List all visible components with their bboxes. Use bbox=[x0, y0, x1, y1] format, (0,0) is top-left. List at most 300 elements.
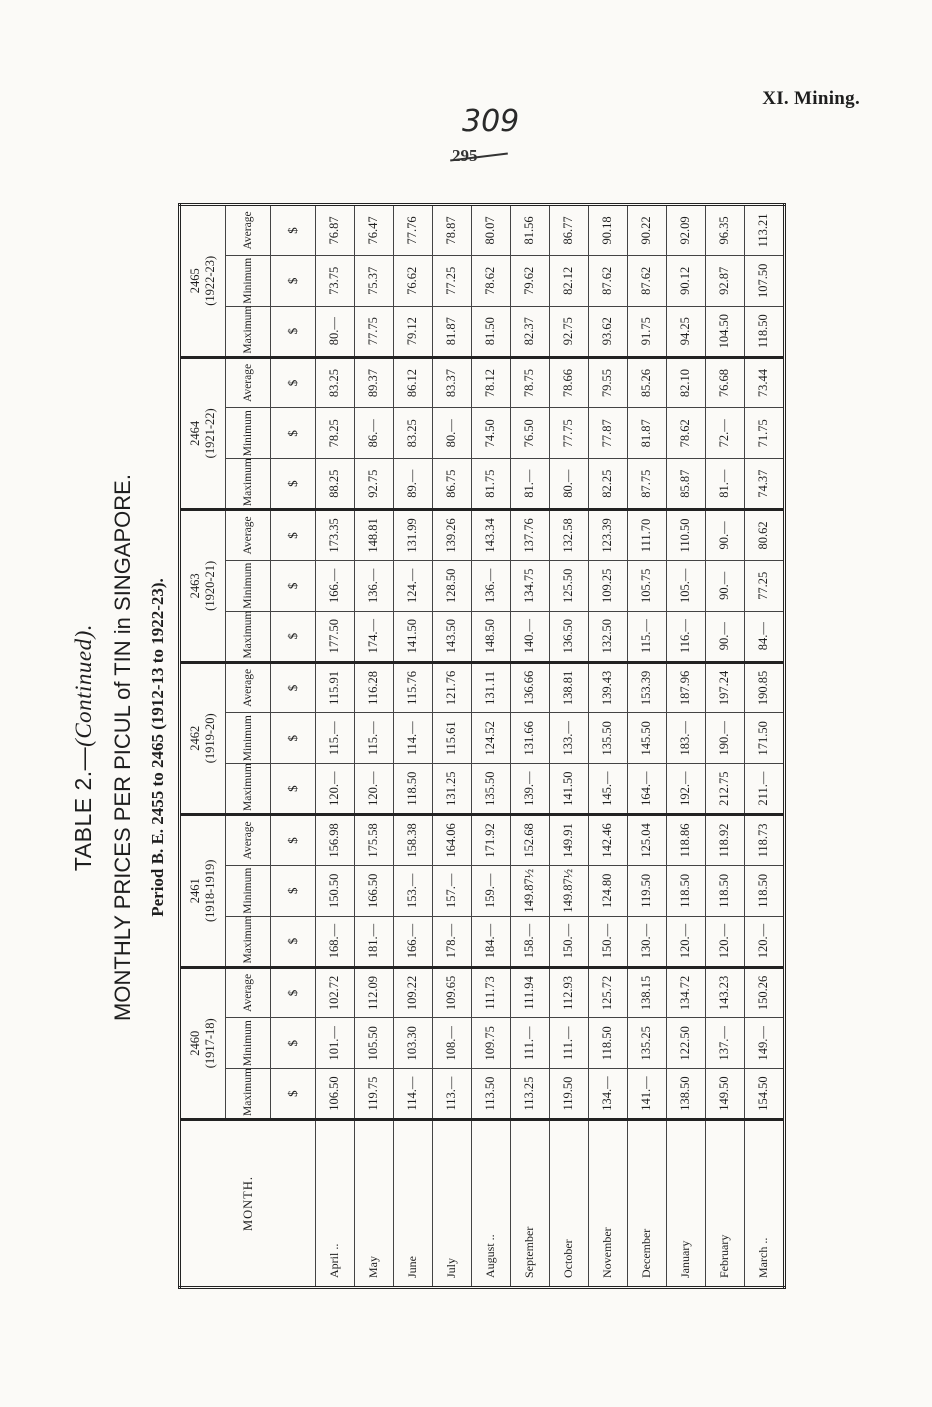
dollar-unit: $ bbox=[271, 967, 316, 1018]
price-cell: 84.— bbox=[744, 611, 784, 662]
price-cell: 101.— bbox=[316, 1018, 355, 1069]
price-cell: 81.56 bbox=[510, 205, 549, 256]
price-cell: 112.93 bbox=[549, 967, 588, 1018]
price-cell: 111.— bbox=[510, 1018, 549, 1069]
price-cell: 82.12 bbox=[549, 255, 588, 306]
price-cell: 115.76 bbox=[393, 662, 432, 713]
price-cell: 82.10 bbox=[666, 357, 705, 408]
price-cell: 118.50 bbox=[588, 1018, 627, 1069]
price-cell: 125.04 bbox=[627, 815, 666, 866]
price-cell: 136.50 bbox=[549, 611, 588, 662]
price-cell: 118.73 bbox=[744, 815, 784, 866]
section-label: XI. Mining. bbox=[762, 88, 860, 109]
price-cell: 166.— bbox=[316, 560, 355, 611]
subheader-maximum: Maximum bbox=[226, 916, 271, 967]
month-cell bbox=[666, 1120, 705, 1288]
year-range: (1917-18) bbox=[203, 1018, 217, 1069]
price-cell: 141.— bbox=[627, 1069, 666, 1120]
price-cell: 90.18 bbox=[588, 205, 627, 256]
price-cell: 112.09 bbox=[354, 967, 393, 1018]
month-cell bbox=[627, 1120, 666, 1288]
price-cell: 145.50 bbox=[627, 713, 666, 764]
table-row bbox=[510, 205, 549, 1288]
price-cell: 76.68 bbox=[705, 357, 744, 408]
price-cell: 142.46 bbox=[588, 815, 627, 866]
year-range: (1921-22) bbox=[203, 408, 217, 459]
price-cell: 77.75 bbox=[354, 306, 393, 357]
price-cell: 88.25 bbox=[316, 459, 355, 510]
price-cell: 81.50 bbox=[471, 306, 510, 357]
price-cell: 110.50 bbox=[666, 510, 705, 561]
dollar-unit: $ bbox=[271, 255, 316, 306]
month-label: April .. bbox=[327, 1243, 342, 1278]
price-cell: 78.75 bbox=[510, 357, 549, 408]
table-row bbox=[432, 205, 471, 1288]
price-cell: 102.72 bbox=[316, 967, 355, 1018]
price-cell: 91.75 bbox=[627, 306, 666, 357]
price-cell: 85.26 bbox=[627, 357, 666, 408]
rotated-table-page bbox=[70, 190, 860, 1305]
price-cell: 90.— bbox=[705, 510, 744, 561]
month-label: June bbox=[405, 1256, 420, 1278]
price-cell: 152.68 bbox=[510, 815, 549, 866]
price-cell: 89.37 bbox=[354, 357, 393, 408]
price-cell: 124.80 bbox=[588, 865, 627, 916]
price-cell: 166.— bbox=[393, 916, 432, 967]
month-cell bbox=[588, 1120, 627, 1288]
price-cell: 143.34 bbox=[471, 510, 510, 561]
price-cell: 81.87 bbox=[627, 408, 666, 459]
price-cell: 86.77 bbox=[549, 205, 588, 256]
price-cell: 114.— bbox=[393, 713, 432, 764]
price-cell: 80.07 bbox=[471, 205, 510, 256]
price-cell: 77.87 bbox=[588, 408, 627, 459]
price-cell: 118.50 bbox=[393, 764, 432, 815]
price-cell: 211.— bbox=[744, 764, 784, 815]
table-subtitle: MONTHLY PRICES PER PICUL of TIN in SINGAPORE. bbox=[110, 474, 135, 1021]
price-cell: 78.12 bbox=[471, 357, 510, 408]
subheader-average: Average bbox=[226, 967, 271, 1018]
price-cell: 109.25 bbox=[588, 560, 627, 611]
month-cell bbox=[549, 1120, 588, 1288]
price-cell: 113.50 bbox=[471, 1069, 510, 1120]
price-cell: 168.— bbox=[316, 916, 355, 967]
price-cell: 80.— bbox=[549, 459, 588, 510]
dollar-unit: $ bbox=[271, 713, 316, 764]
price-cell: 139.43 bbox=[588, 662, 627, 713]
price-cell: 187.96 bbox=[666, 662, 705, 713]
month-cell bbox=[510, 1120, 549, 1288]
price-cell: 114.— bbox=[393, 1069, 432, 1120]
price-cell: 115.91 bbox=[316, 662, 355, 713]
price-cell: 78.62 bbox=[471, 255, 510, 306]
price-cell: 120.— bbox=[316, 764, 355, 815]
price-cell: 111.73 bbox=[471, 967, 510, 1018]
price-cell: 86.12 bbox=[393, 357, 432, 408]
price-cell: 74.50 bbox=[471, 408, 510, 459]
price-cell: 190.85 bbox=[744, 662, 784, 713]
price-cell: 135.50 bbox=[471, 764, 510, 815]
price-cell: 128.50 bbox=[432, 560, 471, 611]
price-cell: 166.50 bbox=[354, 865, 393, 916]
dollar-unit: $ bbox=[271, 459, 316, 510]
price-cell: 104.50 bbox=[705, 306, 744, 357]
price-cell: 149.87½ bbox=[549, 865, 588, 916]
price-cell: 145.— bbox=[588, 764, 627, 815]
table-row bbox=[471, 205, 510, 1288]
price-cell: 78.66 bbox=[549, 357, 588, 408]
subheader-maximum: Maximum bbox=[226, 611, 271, 662]
month-cell bbox=[744, 1120, 784, 1288]
dollar-unit: $ bbox=[271, 357, 316, 408]
price-cell: 113.21 bbox=[744, 205, 784, 256]
price-cell: 131.11 bbox=[471, 662, 510, 713]
price-cell: 120.— bbox=[705, 916, 744, 967]
year-label: 2460 bbox=[188, 1030, 202, 1056]
price-cell: 123.39 bbox=[588, 510, 627, 561]
year-header bbox=[180, 967, 226, 1119]
dollar-unit: $ bbox=[271, 662, 316, 713]
price-cell: 92.75 bbox=[549, 306, 588, 357]
dollar-unit: $ bbox=[271, 611, 316, 662]
year-header bbox=[180, 815, 226, 967]
price-cell: 174.— bbox=[354, 611, 393, 662]
price-cell: 73.44 bbox=[744, 357, 784, 408]
price-cell: 140.— bbox=[510, 611, 549, 662]
month-cell bbox=[316, 1120, 355, 1288]
subheader-maximum: Maximum bbox=[226, 764, 271, 815]
price-cell: 138.50 bbox=[666, 1069, 705, 1120]
price-cell: 73.75 bbox=[316, 255, 355, 306]
price-cell: 82.37 bbox=[510, 306, 549, 357]
price-cell: 116.28 bbox=[354, 662, 393, 713]
subheader-average: Average bbox=[226, 815, 271, 866]
price-cell: 81.— bbox=[705, 459, 744, 510]
dollar-unit: $ bbox=[271, 408, 316, 459]
price-cell: 153.— bbox=[393, 865, 432, 916]
price-cell: 138.15 bbox=[627, 967, 666, 1018]
price-cell: 164.— bbox=[627, 764, 666, 815]
table-row bbox=[549, 205, 588, 1288]
price-cell: 85.87 bbox=[666, 459, 705, 510]
subheader-minimum: Minimum bbox=[226, 408, 271, 459]
year-label: 2463 bbox=[188, 573, 202, 599]
month-label: December bbox=[639, 1228, 654, 1278]
month-label: September bbox=[522, 1226, 537, 1278]
price-cell: 116.— bbox=[666, 611, 705, 662]
price-cell: 139.— bbox=[510, 764, 549, 815]
price-cell: 143.50 bbox=[432, 611, 471, 662]
price-cell: 178.— bbox=[432, 916, 471, 967]
price-cell: 77.75 bbox=[549, 408, 588, 459]
price-cell: 92.87 bbox=[705, 255, 744, 306]
price-cell: 76.50 bbox=[510, 408, 549, 459]
price-cell: 119.75 bbox=[354, 1069, 393, 1120]
dollar-unit: $ bbox=[271, 1069, 316, 1120]
price-cell: 154.50 bbox=[744, 1069, 784, 1120]
price-cell: 171.50 bbox=[744, 713, 784, 764]
subheader-minimum: Minimum bbox=[226, 560, 271, 611]
table-row bbox=[627, 205, 666, 1288]
price-cell: 141.50 bbox=[393, 611, 432, 662]
month-label: May bbox=[366, 1256, 381, 1278]
price-cell: 164.06 bbox=[432, 815, 471, 866]
price-cell: 119.50 bbox=[549, 1069, 588, 1120]
price-cell: 90.22 bbox=[627, 205, 666, 256]
dollar-unit: $ bbox=[271, 205, 316, 256]
subheader-minimum: Minimum bbox=[226, 1018, 271, 1069]
price-cell: 190.— bbox=[705, 713, 744, 764]
table-title-suffix: (Continued). bbox=[71, 623, 96, 747]
table-row bbox=[705, 205, 744, 1288]
price-cell: 78.87 bbox=[432, 205, 471, 256]
price-cell: 132.58 bbox=[549, 510, 588, 561]
year-header bbox=[180, 662, 226, 814]
subheader-maximum: Maximum bbox=[226, 1069, 271, 1120]
table-title bbox=[70, 190, 97, 1305]
month-cell bbox=[354, 1120, 393, 1288]
table-row bbox=[393, 205, 432, 1288]
price-cell: 90.12 bbox=[666, 255, 705, 306]
price-cell: 105.75 bbox=[627, 560, 666, 611]
price-cell: 92.09 bbox=[666, 205, 705, 256]
price-cell: 115.61 bbox=[432, 713, 471, 764]
price-cell: 78.62 bbox=[666, 408, 705, 459]
tin-price-table bbox=[178, 203, 786, 1289]
price-cell: 149.50 bbox=[705, 1069, 744, 1120]
price-cell: 181.— bbox=[354, 916, 393, 967]
price-cell: 148.81 bbox=[354, 510, 393, 561]
dollar-unit: $ bbox=[271, 560, 316, 611]
price-cell: 118.86 bbox=[666, 815, 705, 866]
price-cell: 86.75 bbox=[432, 459, 471, 510]
price-cell: 137.76 bbox=[510, 510, 549, 561]
subheader-maximum: Maximum bbox=[226, 306, 271, 357]
price-cell: 107.50 bbox=[744, 255, 784, 306]
price-cell: 184.— bbox=[471, 916, 510, 967]
price-cell: 131.66 bbox=[510, 713, 549, 764]
table-row bbox=[588, 205, 627, 1288]
year-header-row bbox=[180, 205, 226, 1288]
price-cell: 80.— bbox=[432, 408, 471, 459]
price-cell: 71.75 bbox=[744, 408, 784, 459]
subheader-average: Average bbox=[226, 357, 271, 408]
month-cell bbox=[393, 1120, 432, 1288]
price-cell: 139.26 bbox=[432, 510, 471, 561]
price-cell: 150.50 bbox=[316, 865, 355, 916]
subheader-average: Average bbox=[226, 205, 271, 256]
price-cell: 138.81 bbox=[549, 662, 588, 713]
price-cell: 109.65 bbox=[432, 967, 471, 1018]
price-cell: 173.35 bbox=[316, 510, 355, 561]
price-cell: 106.50 bbox=[316, 1069, 355, 1120]
price-cell: 115.— bbox=[354, 713, 393, 764]
table-period: Period B. E. 2455 to 2465 (1912-13 to 1922-23). bbox=[148, 578, 167, 917]
price-cell: 79.62 bbox=[510, 255, 549, 306]
price-cell: 77.76 bbox=[393, 205, 432, 256]
price-cell: 158.— bbox=[510, 916, 549, 967]
price-cell: 120.— bbox=[354, 764, 393, 815]
price-cell: 108.— bbox=[432, 1018, 471, 1069]
price-cell: 137.— bbox=[705, 1018, 744, 1069]
price-cell: 135.50 bbox=[588, 713, 627, 764]
month-label: October bbox=[561, 1239, 576, 1278]
price-cell: 105.— bbox=[666, 560, 705, 611]
month-cell bbox=[471, 1120, 510, 1288]
table-title-prefix: TABLE 2.— bbox=[70, 746, 96, 872]
year-range: (1918-1919) bbox=[203, 859, 217, 923]
price-cell: 74.37 bbox=[744, 459, 784, 510]
price-cell: 149.— bbox=[744, 1018, 784, 1069]
dollar-unit: $ bbox=[271, 916, 316, 967]
dollar-unit: $ bbox=[271, 510, 316, 561]
price-cell: 90.— bbox=[705, 560, 744, 611]
price-cell: 77.25 bbox=[432, 255, 471, 306]
price-cell: 81.75 bbox=[471, 459, 510, 510]
price-cell: 83.25 bbox=[316, 357, 355, 408]
table-row bbox=[744, 205, 784, 1288]
price-cell: 80.— bbox=[316, 306, 355, 357]
year-range: (1919-20) bbox=[203, 713, 217, 764]
price-cell: 156.98 bbox=[316, 815, 355, 866]
year-header bbox=[180, 510, 226, 662]
price-cell: 80.62 bbox=[744, 510, 784, 561]
year-header bbox=[180, 205, 226, 358]
price-cell: 132.50 bbox=[588, 611, 627, 662]
handwritten-page-number: 309 bbox=[462, 104, 520, 139]
price-cell: 157.— bbox=[432, 865, 471, 916]
table-row bbox=[316, 205, 355, 1288]
price-cell: 122.50 bbox=[666, 1018, 705, 1069]
price-cell: 136.66 bbox=[510, 662, 549, 713]
subheader-minimum: Minimum bbox=[226, 865, 271, 916]
price-cell: 94.25 bbox=[666, 306, 705, 357]
price-cell: 125.50 bbox=[549, 560, 588, 611]
price-cell: 133.— bbox=[549, 713, 588, 764]
month-cell bbox=[705, 1120, 744, 1288]
table-body bbox=[316, 205, 785, 1288]
year-range: (1920-21) bbox=[203, 560, 217, 611]
price-cell: 86.— bbox=[354, 408, 393, 459]
price-cell: 212.75 bbox=[705, 764, 744, 815]
price-cell: 150.26 bbox=[744, 967, 784, 1018]
price-cell: 105.50 bbox=[354, 1018, 393, 1069]
price-cell: 79.55 bbox=[588, 357, 627, 408]
price-cell: 93.62 bbox=[588, 306, 627, 357]
price-cell: 72.— bbox=[705, 408, 744, 459]
price-cell: 87.62 bbox=[588, 255, 627, 306]
month-label: February bbox=[717, 1234, 732, 1278]
price-cell: 82.25 bbox=[588, 459, 627, 510]
subheader-maximum: Maximum bbox=[226, 459, 271, 510]
price-cell: 120.— bbox=[666, 916, 705, 967]
month-label: July bbox=[444, 1257, 459, 1278]
price-cell: 171.92 bbox=[471, 815, 510, 866]
month-label: January bbox=[678, 1240, 693, 1278]
price-cell: 183.— bbox=[666, 713, 705, 764]
price-cell: 118.50 bbox=[666, 865, 705, 916]
price-cell: 118.50 bbox=[705, 865, 744, 916]
price-cell: 113.25 bbox=[510, 1069, 549, 1120]
subheader-average: Average bbox=[226, 510, 271, 561]
table-row bbox=[354, 205, 393, 1288]
price-cell: 143.23 bbox=[705, 967, 744, 1018]
price-cell: 131.25 bbox=[432, 764, 471, 815]
price-cell: 149.91 bbox=[549, 815, 588, 866]
price-cell: 192.— bbox=[666, 764, 705, 815]
price-cell: 120.— bbox=[744, 916, 784, 967]
price-cell: 148.50 bbox=[471, 611, 510, 662]
price-cell: 136.— bbox=[354, 560, 393, 611]
price-cell: 76.62 bbox=[393, 255, 432, 306]
dollar-unit: $ bbox=[271, 1018, 316, 1069]
price-cell: 118.50 bbox=[744, 865, 784, 916]
price-cell: 150.— bbox=[549, 916, 588, 967]
dollar-unit: $ bbox=[271, 764, 316, 815]
price-cell: 135.25 bbox=[627, 1018, 666, 1069]
price-cell: 96.35 bbox=[705, 205, 744, 256]
price-cell: 79.12 bbox=[393, 306, 432, 357]
price-cell: 153.39 bbox=[627, 662, 666, 713]
price-cell: 115.— bbox=[627, 611, 666, 662]
price-cell: 134.75 bbox=[510, 560, 549, 611]
price-cell: 130.— bbox=[627, 916, 666, 967]
price-cell: 76.87 bbox=[316, 205, 355, 256]
year-label: 2461 bbox=[188, 878, 202, 904]
price-cell: 76.47 bbox=[354, 205, 393, 256]
price-cell: 118.92 bbox=[705, 815, 744, 866]
price-cell: 124.— bbox=[393, 560, 432, 611]
price-cell: 125.72 bbox=[588, 967, 627, 1018]
dollar-unit: $ bbox=[271, 815, 316, 866]
price-cell: 159.— bbox=[471, 865, 510, 916]
price-cell: 175.58 bbox=[354, 815, 393, 866]
year-range: (1922-23) bbox=[203, 255, 217, 306]
price-cell: 83.25 bbox=[393, 408, 432, 459]
year-header bbox=[180, 357, 226, 509]
price-cell: 87.62 bbox=[627, 255, 666, 306]
subheader-minimum: Minimum bbox=[226, 713, 271, 764]
month-label: March .. bbox=[756, 1237, 771, 1278]
subheader-average: Average bbox=[226, 662, 271, 713]
price-cell: 75.37 bbox=[354, 255, 393, 306]
table-row bbox=[666, 205, 705, 1288]
price-cell: 149.87½ bbox=[510, 865, 549, 916]
price-cell: 121.76 bbox=[432, 662, 471, 713]
month-header: MONTH. bbox=[180, 1120, 316, 1288]
price-cell: 87.75 bbox=[627, 459, 666, 510]
price-cell: 158.38 bbox=[393, 815, 432, 866]
price-cell: 177.50 bbox=[316, 611, 355, 662]
year-label: 2464 bbox=[188, 420, 202, 446]
price-cell: 115.— bbox=[316, 713, 355, 764]
price-cell: 81.87 bbox=[432, 306, 471, 357]
subheader-minimum: Minimum bbox=[226, 255, 271, 306]
price-cell: 89.— bbox=[393, 459, 432, 510]
price-cell: 92.75 bbox=[354, 459, 393, 510]
year-label: 2465 bbox=[188, 268, 202, 294]
price-cell: 150.— bbox=[588, 916, 627, 967]
struck-page-number: 295 bbox=[452, 146, 478, 165]
price-cell: 141.50 bbox=[549, 764, 588, 815]
price-cell: 111.— bbox=[549, 1018, 588, 1069]
price-cell: 81.— bbox=[510, 459, 549, 510]
price-cell: 109.75 bbox=[471, 1018, 510, 1069]
price-cell: 131.99 bbox=[393, 510, 432, 561]
dollar-unit: $ bbox=[271, 306, 316, 357]
price-cell: 111.94 bbox=[510, 967, 549, 1018]
price-cell: 103.30 bbox=[393, 1018, 432, 1069]
